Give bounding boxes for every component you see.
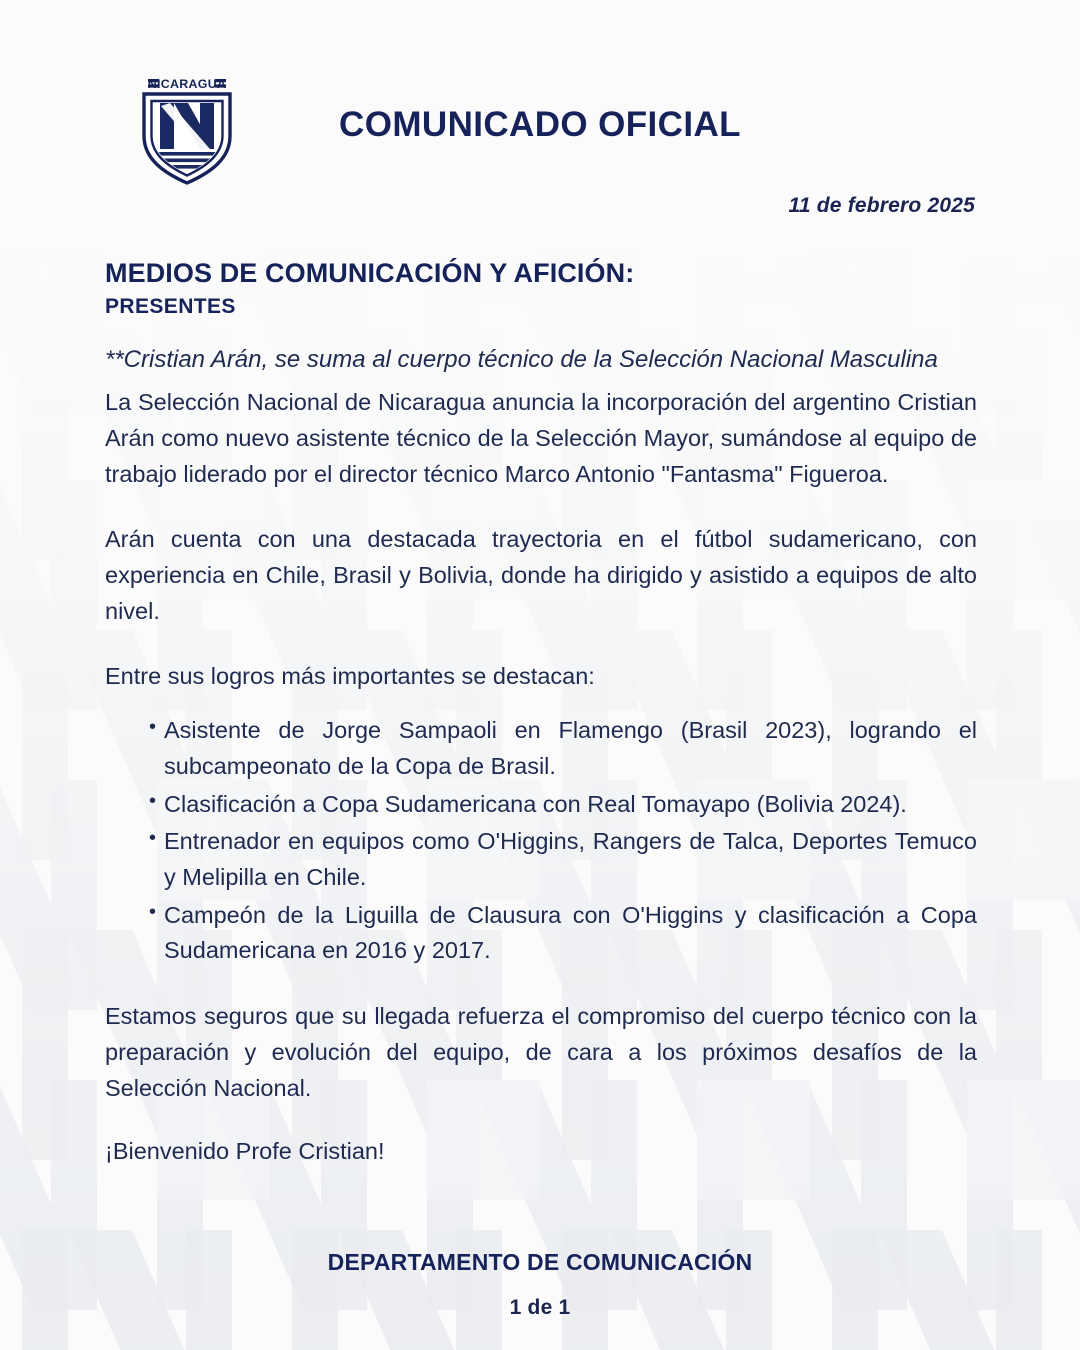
addressee-subheading: PRESENTES	[105, 294, 236, 318]
paragraph-closing: Estamos seguros que su llegada refuerza el compromiso del cuerpo técnico con la preparación y evolución del equipo, de cara a los próximos desafíos de la Selección Nacional.	[105, 1003, 977, 1101]
document-footer	[0, 1249, 1080, 1320]
list-item: • Clasificación a Copa Sudamericana con Real Tomayapo (Bolivia 2024).	[149, 787, 977, 823]
paragraph-announcement: La Selección Nacional de Nicaragua anuncia la incorporación del argentino Cristian Arán como nuevo asistente técnico de la Selección Mayor, sumándose al equipo de trabajo liderado por el director técnico Marco Antonio "Fantasma" Figueroa.	[105, 389, 977, 487]
welcome-greeting: ¡Bienvenido Profe Cristian!	[105, 1138, 385, 1165]
achievements-list	[105, 713, 977, 969]
list-item: • Entrenador en equipos como O'Higgins, Rangers de Talca, Deportes Temuco y Melipilla en Chile.	[149, 824, 977, 895]
list-item: • Campeón de la Liguilla de Clausura con O'Higgins y clasificación a Copa Sudamericana en 2016 y 2017.	[149, 898, 977, 969]
document-header	[0, 0, 1080, 190]
paragraph-background: Arán cuenta con una destacada trayectoria en el fútbol sudamericano, con experiencia en Chile, Brasil y Bolivia, donde ha dirigido y asistido a equipos de alto nivel.	[105, 526, 977, 624]
achievements-intro: Entre sus logros más importantes se destacan:	[105, 663, 595, 690]
page-title: COMUNICADO OFICIAL	[339, 105, 741, 144]
list-item: • Asistente de Jorge Sampaoli en Flamengo (Brasil 2023), logrando el subcampeonato de la Copa de Brasil.	[149, 713, 977, 784]
crest-banner-text: NICARAGUA	[147, 77, 227, 91]
addressee-heading: MEDIOS DE COMUNICACIÓN Y AFICIÓN:	[105, 258, 635, 288]
department-signature: DEPARTAMENTO DE COMUNICACIÓN	[327, 1249, 753, 1275]
page-counter: 1 de 1	[509, 1296, 571, 1319]
subject-line: **Cristian Arán, se suma al cuerpo técnico de la Selección Nacional Masculina	[105, 346, 938, 374]
document-body	[105, 258, 977, 1170]
document-date: 11 de febrero 2025	[788, 194, 975, 217]
